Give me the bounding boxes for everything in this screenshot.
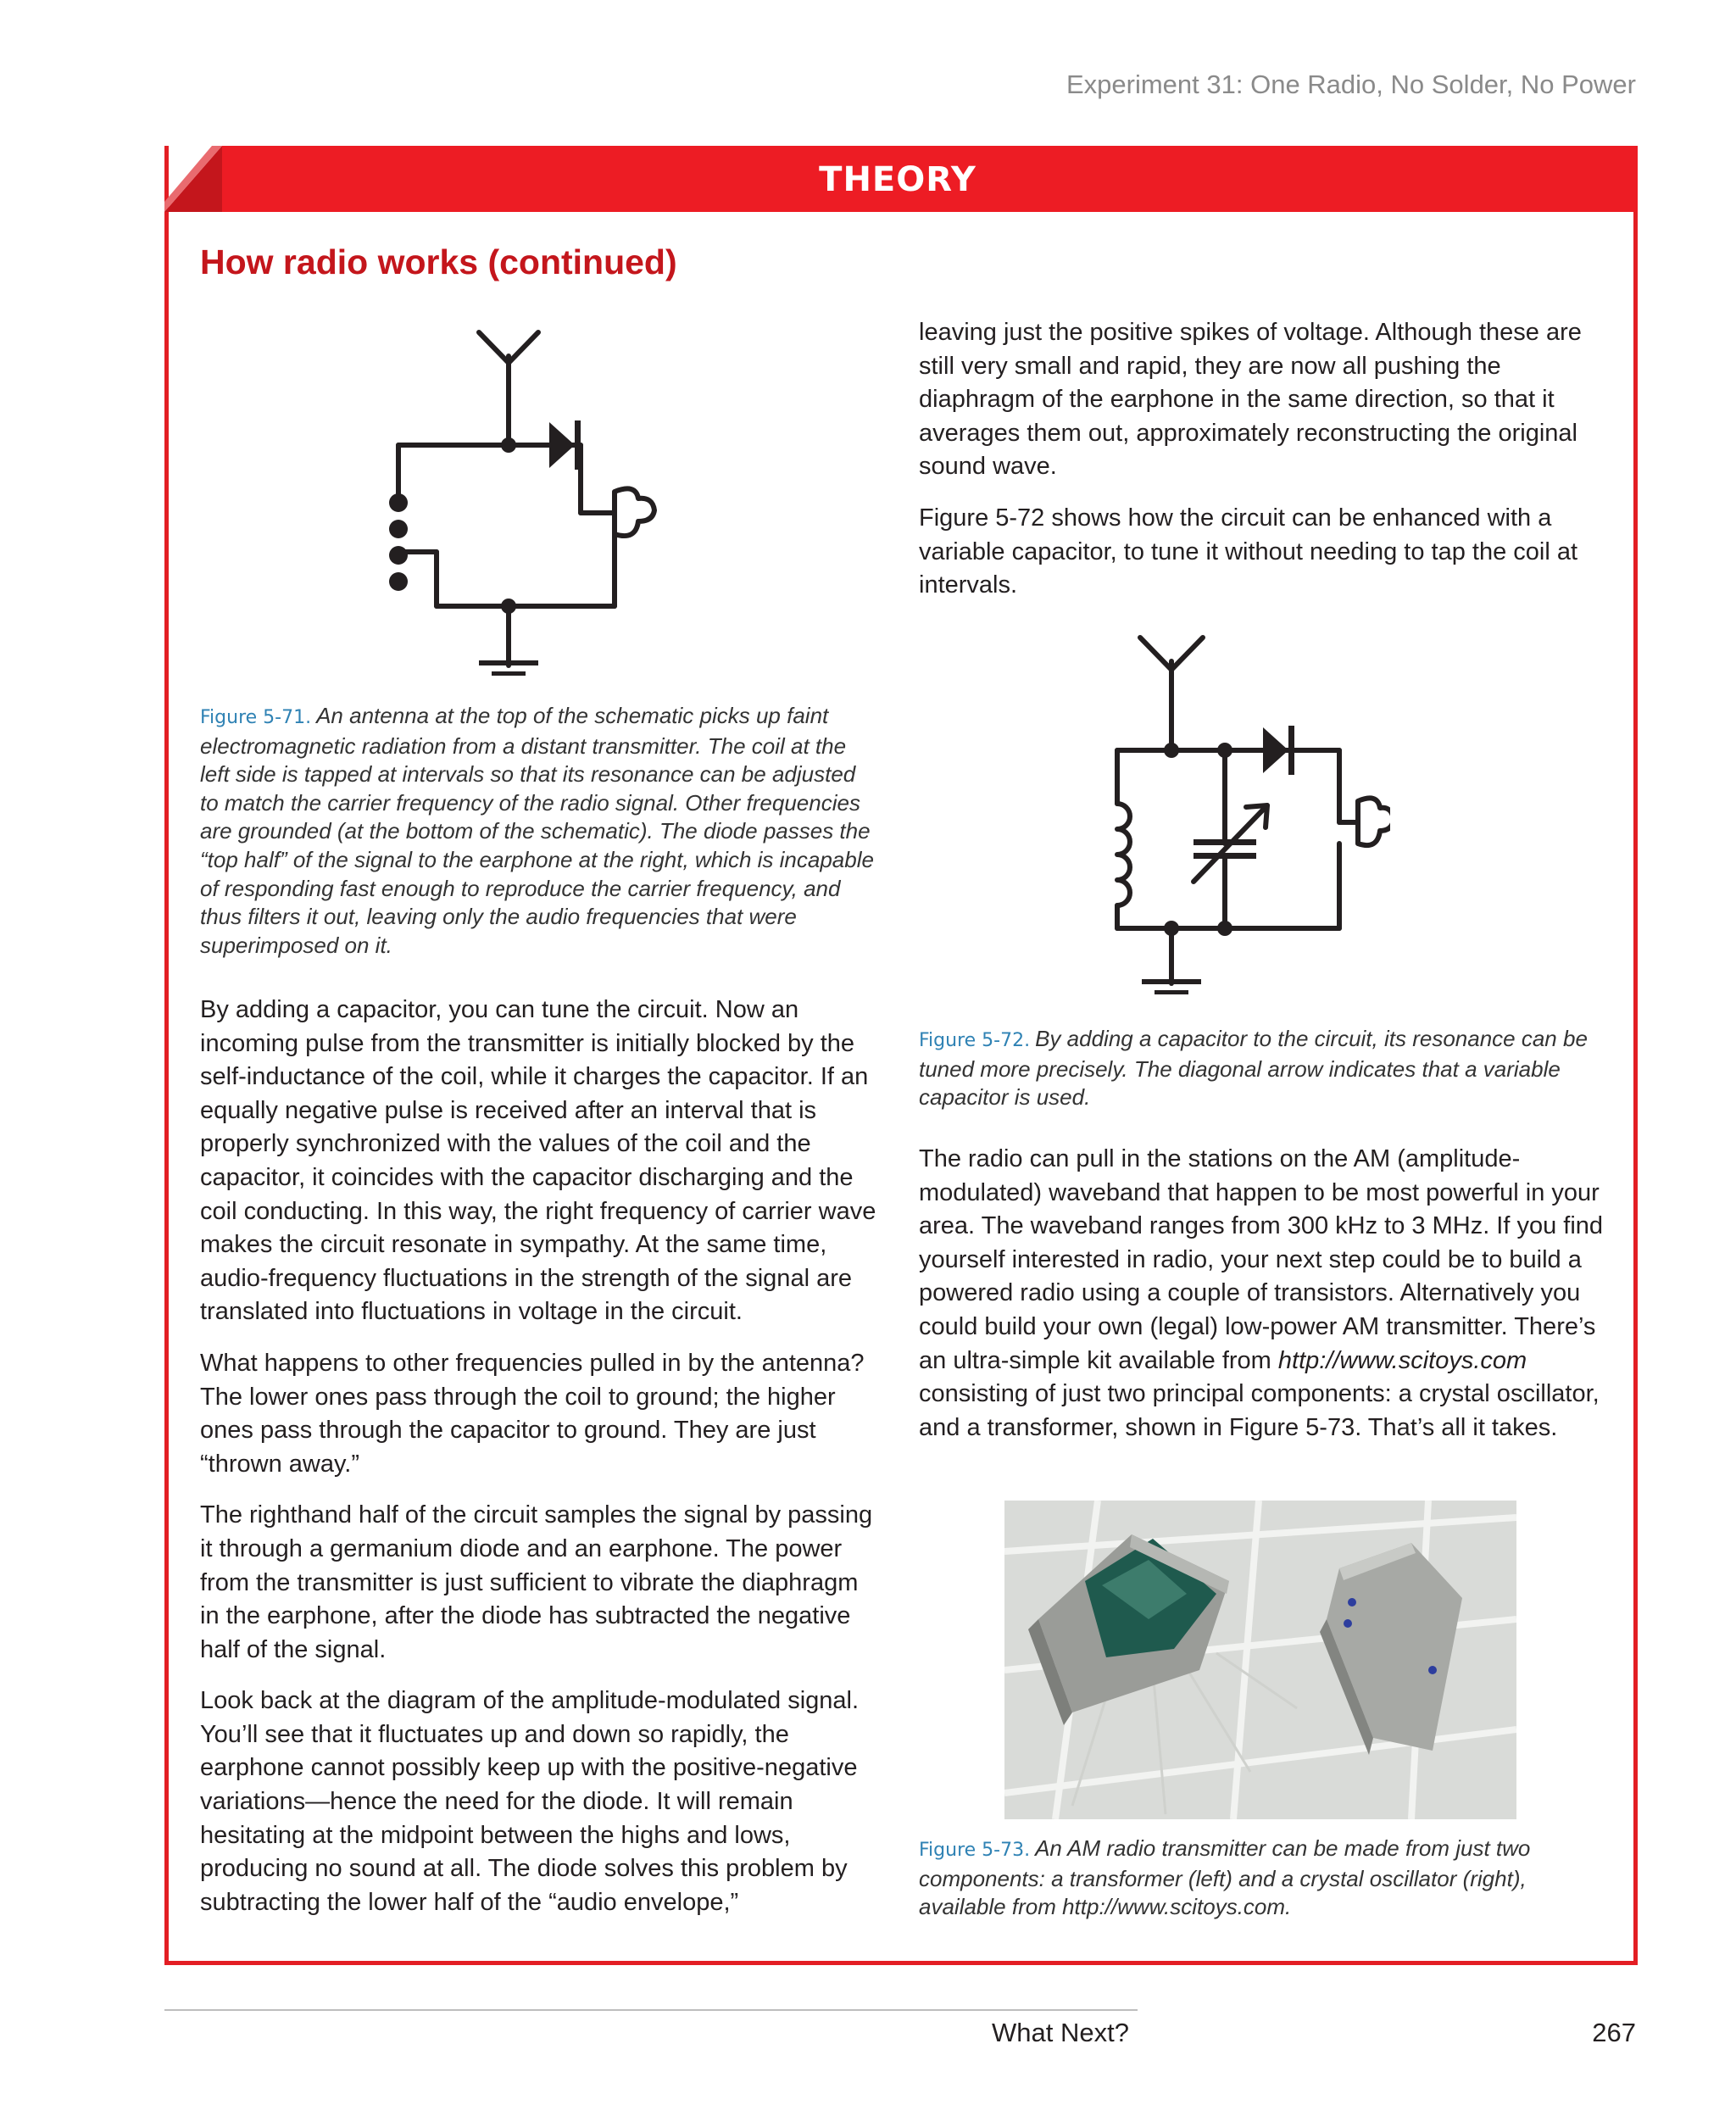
- capacitor-icon: [1194, 839, 1256, 845]
- paragraph: leaving just the positive spikes of voltage. Although these are still very small and rapid, they are now all pushing the diaphragm of the earphone in the same direction, so that it averages them out, approximately reconstructing the original sound wave.: [919, 319, 1582, 481]
- running-head: Experiment 31: One Radio, No Solder, No Power: [1066, 70, 1636, 99]
- figure-5-72-caption-text: By adding a capacitor to the circuit, its resonance can be tuned more precisely. The diagonal arrow indicates that a variable capacitor is used.: [919, 1026, 1588, 1111]
- transmitter-photo-illustration: [1004, 1501, 1516, 1819]
- coil-icon: [1117, 804, 1130, 905]
- right-column-top: [919, 316, 1605, 621]
- box-title: How radio works (continued): [200, 242, 677, 281]
- theory-label: THEORY: [819, 160, 976, 199]
- paragraph: By adding a capacitor, you can tune the circuit. Now an incoming pulse from the transmitter is initially blocked by the self-inductance of the coil, while it charges the capacitor. If an equally negative pulse is received after an interval that is properly synchronized with the values of the coil and the capacitor, it coincides with the capacitor discharging and the coil conducting. In this way, the right frequency of carrier wave makes the circuit resonate in sympathy. At the same time, audio-frequency fluctuations in the strength of the signal are translated into fluctuations in voltage in the circuit.: [200, 996, 876, 1326]
- ground-icon: [479, 660, 538, 665]
- figure-5-71-label: Figure 5-71.: [200, 707, 312, 728]
- figure-5-73-label: Figure 5-73.: [919, 1840, 1031, 1861]
- figure-5-72-schematic: [1093, 627, 1390, 1017]
- coil-icon: [389, 493, 408, 512]
- paragraph: Look back at the diagram of the amplitude-modulated signal. You’ll see that it fluctuates up and down so rapidly, the earphone cannot possibly keep up with the positive-negative variations—hence the need for the diode. It will remain hesitating at the midpoint between the highs and lows, producing no sound at all. The diode solves this problem by subtracting the lower half of the “audio envelope,”: [200, 1687, 860, 1916]
- earphone-icon: [1358, 798, 1390, 845]
- figure-5-71-caption-text: An antenna at the top of the schematic picks up faint electromagnetic radiation from a distant transmitter. The coil at the left side is tapped at intervals so that its resonance can be adjusted to match the carrier frequency of the radio signal. Other frequencies are grounded (at the bottom of the schematic). The diode passes the “top half” of the signal to the earphone at the right, which is incapable of responding fast enough to reproduce the carrier frequency, and thus filters it out, leaving only the audio frequencies that were superimposed on it.: [200, 703, 874, 958]
- paragraph-text: The radio can pull in the stations on the AM (amplitude-modulated) waveband that happen to be most powerful in your area. The waveband ranges from 300 kHz to 3 MHz. If you find yourself interested in radio, your next step could be to build a powered radio using a couple of transistors. Alternatively you could build your own (legal) low-power AM transmitter. There’s an ultra-simple kit available from: [919, 1145, 1604, 1374]
- paragraph-text-end: consisting of just two principal components: a crystal oscillator, and a transformer, shown in Figure 5-73. That’s all it takes.: [919, 1380, 1600, 1441]
- figure-5-71-schematic: [356, 322, 712, 678]
- diode-icon: [549, 422, 575, 468]
- paragraph: Figure 5-72 shows how the circuit can be enhanced with a variable capacitor, to tune it without needing to tap the coil at intervals.: [919, 504, 1578, 599]
- paragraph: What happens to other frequencies pulled in by the antenna? The lower ones pass through the coil to ground; the higher ones pass through the capacitor to ground. They are just “thrown away.”: [200, 1349, 865, 1478]
- page-curl-icon: [164, 146, 224, 214]
- figure-5-72-label: Figure 5-72.: [919, 1030, 1031, 1051]
- footer-rule: [164, 2009, 1138, 2011]
- figure-5-72-caption: [919, 1025, 1605, 1112]
- diode-icon: [1263, 727, 1288, 773]
- paragraph: The righthand half of the circuit samples the signal by passing it through a germanium diode and an earphone. The power from the transmitter is just sufficient to vibrate the diaphragm in the earphone, after the diode has subtracted the negative half of the signal.: [200, 1501, 873, 1663]
- page-number: 267: [1592, 2018, 1636, 2047]
- paragraph: [919, 1143, 1605, 1445]
- figure-5-73-photo: [1004, 1501, 1516, 1819]
- earphone-icon: [615, 488, 654, 536]
- figure-5-71-caption: [200, 702, 878, 960]
- figure-5-73-caption: [919, 1835, 1605, 1922]
- figure-5-73-caption-text: An AM radio transmitter can be made from just two components: a transformer (left) and a crystal oscillator (right), available from http://www.scitoys.com.: [919, 1835, 1531, 1920]
- ground-icon: [1142, 979, 1201, 984]
- left-column-body: [200, 994, 878, 1937]
- right-column-bottom: [919, 1143, 1605, 1462]
- footer-section: What Next?: [992, 2018, 1129, 2047]
- scitoys-link[interactable]: http://www.scitoys.com: [1277, 1346, 1527, 1374]
